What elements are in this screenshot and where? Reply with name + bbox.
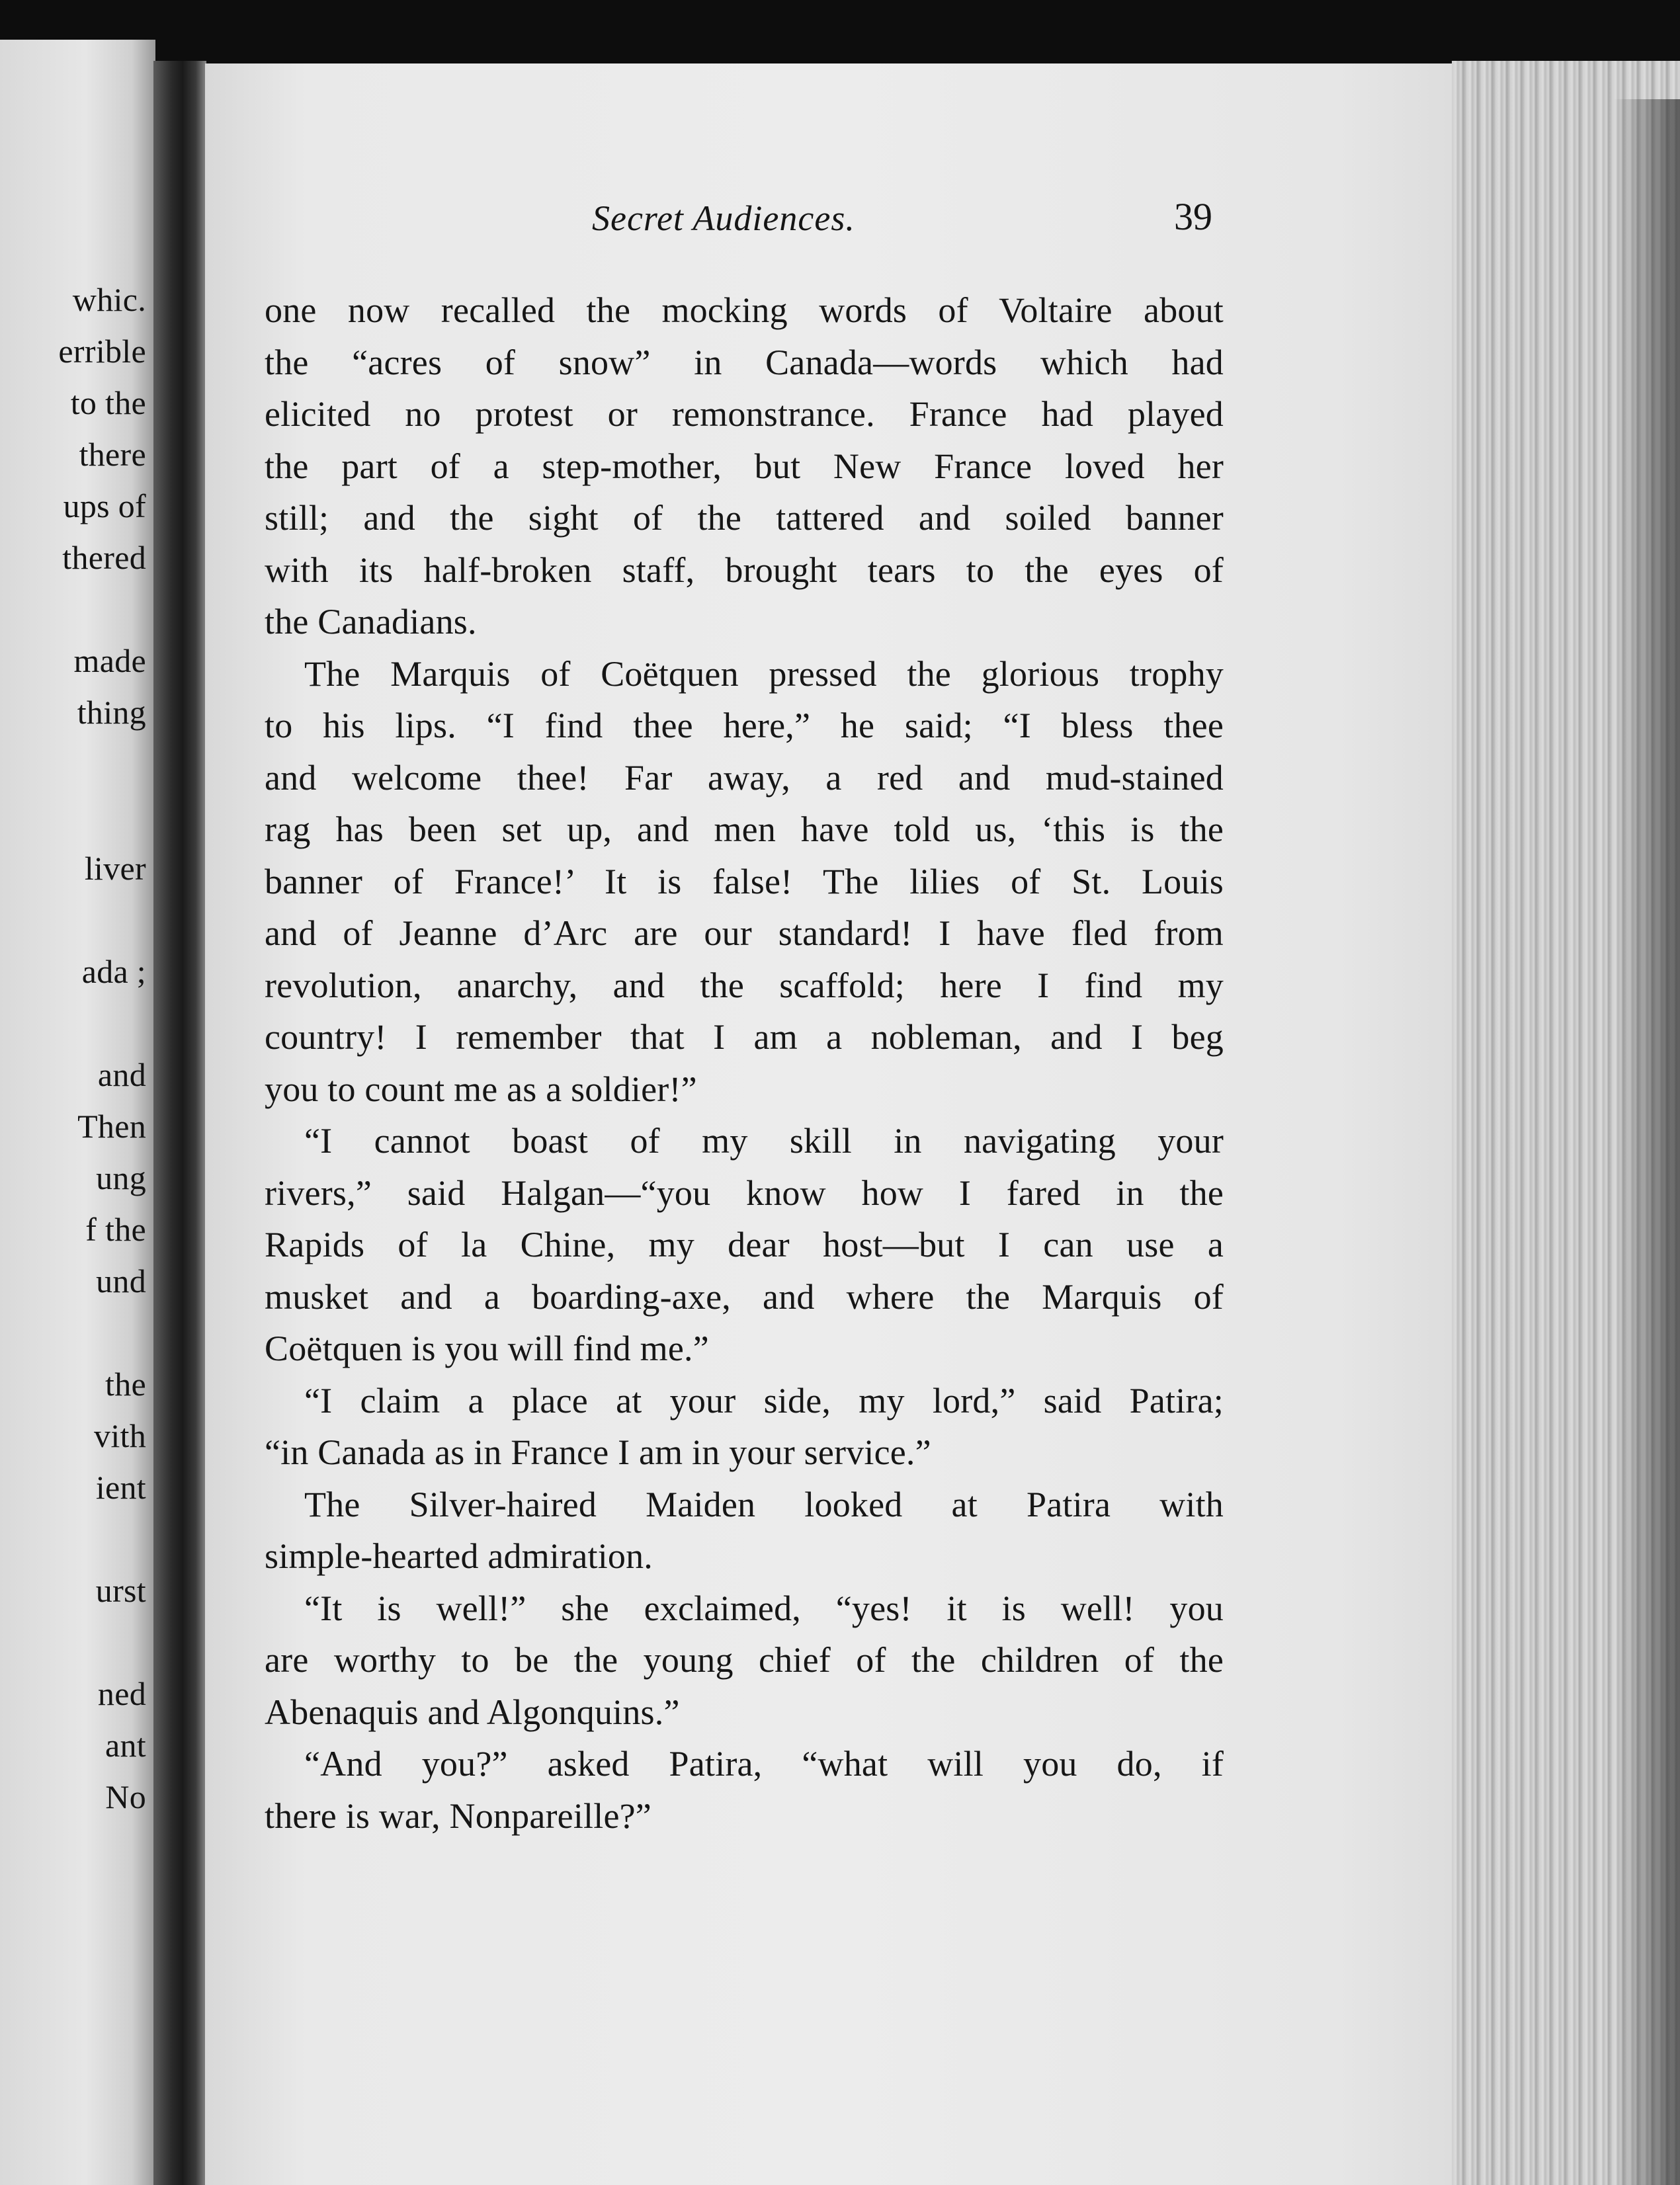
text-line: The Silver-haired Maiden looked at Patira with bbox=[304, 1484, 1224, 1524]
body-text bbox=[265, 284, 1224, 1842]
left-page-fragment: ant bbox=[105, 1727, 146, 1764]
left-page-fragment: whic. bbox=[72, 281, 146, 318]
text-line: there is war, Nonpareille?” bbox=[265, 1795, 651, 1836]
text-line: banner of France!’ It is false! The lilies of St. Louis bbox=[265, 861, 1224, 901]
left-page-fragment: ned bbox=[97, 1675, 146, 1712]
left-page-fragment: and bbox=[97, 1056, 146, 1093]
running-head: Secret Audiences. bbox=[592, 198, 855, 238]
left-page-fragment: und bbox=[96, 1262, 146, 1299]
left-page-fragment: ups of bbox=[63, 487, 146, 524]
left-page-fragment: thered bbox=[62, 539, 146, 576]
text-line: the part of a step-mother, but New France loved her bbox=[265, 446, 1224, 486]
left-page-fragment: liver bbox=[84, 850, 146, 887]
text-line: and welcome thee! Far away, a red and mud-stained bbox=[265, 757, 1224, 798]
text-line: “It is well!” she exclaimed, “yes! it is well! you bbox=[304, 1588, 1224, 1628]
text-line: The Marquis of Coëtquen pressed the glorious trophy bbox=[304, 653, 1224, 694]
text-line: “And you?” asked Patira, “what will you do, if bbox=[304, 1744, 1224, 1784]
text-line: “I cannot boast of my skill in navigating your bbox=[304, 1121, 1224, 1161]
text-line: you to count me as a soldier!” bbox=[265, 1069, 697, 1109]
text-line: “in Canada as in France I am in your service.” bbox=[265, 1432, 931, 1472]
text-line: one now recalled the mocking words of Voltaire about bbox=[265, 290, 1224, 330]
text-line: country! I remember that I am a nobleman, and I beg bbox=[265, 1017, 1224, 1057]
text-line: with its half-broken staff, brought tears to the eyes of bbox=[265, 550, 1224, 590]
text-line: Abenaquis and Algonquins.” bbox=[265, 1692, 680, 1732]
text-line: the “acres of snow” in Canada—words which had bbox=[265, 342, 1224, 382]
text-line: Rapids of la Chine, my dear host—but I can use a bbox=[265, 1225, 1224, 1264]
left-page-fragment: vith bbox=[94, 1417, 146, 1454]
text-line: are worthy to be the young chief of the children of the bbox=[265, 1640, 1224, 1680]
text-line: elicited no protest or remonstrance. France had played bbox=[265, 394, 1224, 434]
text-line: the Canadians. bbox=[265, 602, 477, 641]
left-page-fragment: f the bbox=[85, 1211, 146, 1248]
left-page-fragment: Then bbox=[77, 1108, 146, 1145]
left-page-fragment: thing bbox=[77, 694, 146, 731]
text-line: and of Jeanne d’Arc are our standard! I have fled from bbox=[265, 913, 1224, 953]
text-line: to his lips. “I find thee here,” he said; “I bless thee bbox=[265, 706, 1224, 745]
text-line: rivers,” said Halgan—“you know how I fared in the bbox=[265, 1173, 1224, 1213]
page-number: 39 bbox=[1174, 195, 1212, 238]
left-page-fragment: there bbox=[79, 436, 146, 473]
text-line: “I claim a place at your side, my lord,” said Patira; bbox=[304, 1380, 1224, 1421]
text-line: rag has been set up, and men have told us, ‘this is the bbox=[265, 809, 1224, 849]
text-line: Coëtquen is you will find me.” bbox=[265, 1329, 709, 1368]
text-line: musket and a boarding-axe, and where the Marquis of bbox=[265, 1276, 1224, 1317]
text-line: revolution, anarchy, and the scaffold; here I find my bbox=[265, 965, 1224, 1005]
left-facing-page bbox=[0, 40, 155, 2185]
left-page-fragment: No bbox=[105, 1778, 146, 1815]
left-page-fragment: urst bbox=[95, 1572, 146, 1609]
text-line: still; and the sight of the tattered and soiled banner bbox=[265, 498, 1224, 538]
left-page-fragment: ada ; bbox=[81, 953, 146, 990]
left-page-fragment: ung bbox=[96, 1159, 146, 1196]
left-page-fragment: errible bbox=[58, 333, 146, 370]
text-line: simple-hearted admiration. bbox=[265, 1536, 653, 1576]
left-page-fragment: to the bbox=[70, 384, 146, 421]
page-edges-shadow bbox=[1614, 99, 1680, 2185]
left-page-fragment: made bbox=[73, 642, 146, 679]
left-page-fragment: ient bbox=[95, 1469, 146, 1506]
left-page-fragment: the bbox=[105, 1366, 146, 1403]
book-gutter bbox=[153, 61, 206, 2185]
